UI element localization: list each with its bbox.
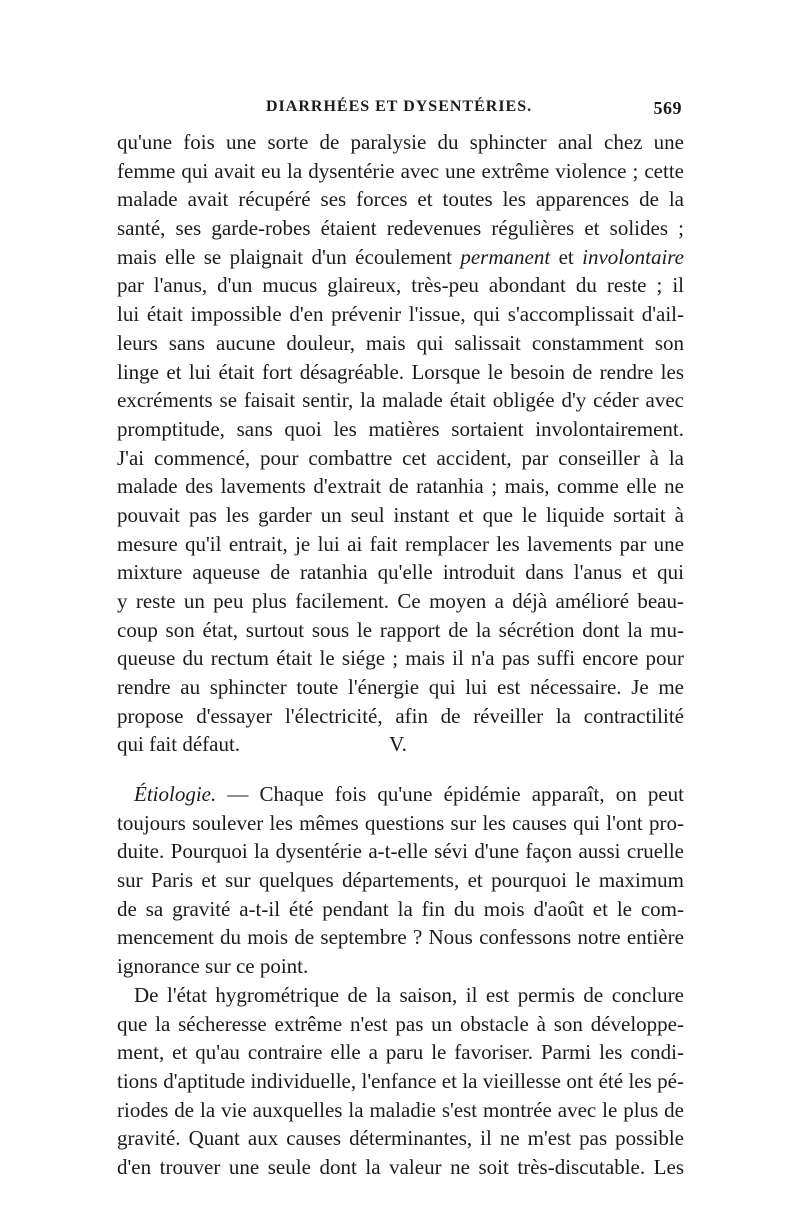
text-line: qui fait défaut. <box>117 732 241 757</box>
text-line: riodes de la vie auxquelles la maladie s'est montrée avec le plus de <box>117 1097 684 1122</box>
page-header <box>118 98 682 128</box>
italic-word: permanent <box>460 244 551 269</box>
text-line: coup son état, surtout sous le rapport de la sécrétion dont la mu- <box>117 617 684 642</box>
text-line: malade avait récupéré ses forces et toutes les apparences de la <box>117 187 684 212</box>
text-line: mixture aqueuse de ratanhia qu'elle introduit dans l'anus et qui <box>117 560 684 585</box>
text-line: tions d'aptitude individuelle, l'enfance et la vieillesse ont été les pé- <box>117 1068 684 1093</box>
text-line: toujours soulever les mêmes questions sur les causes qui l'ont pro- <box>117 810 684 835</box>
etiology-label: Étiologie. <box>134 782 217 806</box>
text-line: de sa gravité a-t-il été pendant la fin du mois d'août et le com- <box>117 896 684 921</box>
text-line: femme qui avait eu la dysentérie avec une extrême violence ; cette <box>117 158 684 183</box>
text-line: queuse du rectum était le siége ; mais il n'a pas suffi encore pour <box>117 646 684 671</box>
section-number: V. <box>389 732 407 756</box>
text-line: linge et lui était fort désagréable. Lorsque le besoin de rendre les <box>117 359 684 384</box>
text-line: excréments se faisait sentir, la malade était obligée d'y céder avec <box>117 388 684 413</box>
text-line-with-italics <box>117 243 684 272</box>
text-line-with-label <box>117 780 684 809</box>
italic-word: involontaire <box>582 244 684 269</box>
section-heading <box>0 732 800 757</box>
text-line: sur Paris et sur quelques départements, et pourquoi le maximum <box>117 868 684 893</box>
text-line: y reste un peu plus facilement. Ce moyen a déjà amélioré beau- <box>117 589 684 613</box>
text-line: De l'état hygrométrique de la saison, il est permis de conclure <box>134 982 684 1007</box>
page-number: 569 <box>653 98 682 118</box>
conjunction: et <box>558 244 574 269</box>
text-line: gravité. Quant aux causes déterminantes, il ne m'est pas possible <box>117 1126 684 1151</box>
line-text: mais elle se plaignait d'un écoulement <box>117 244 452 269</box>
text-line: par l'anus, d'un mucus glaireux, très-peu abondant du reste ; il <box>117 273 684 298</box>
text-line: mencement du mois de septembre ? Nous confessons notre entière <box>117 925 684 950</box>
text-line: rendre au sphincter toute l'énergie qui lui est nécessaire. Je me <box>117 675 684 700</box>
text-line: santé, ses garde-robes étaient redevenues régulières et solides ; <box>117 216 684 241</box>
running-title: DIARRHÉES ET DYSENTÉRIES. <box>266 98 533 115</box>
paragraph-case-report <box>117 128 684 759</box>
text-line: leurs sans aucune douleur, mais qui salissait constamment son <box>117 330 684 355</box>
text-line: mesure qu'il entrait, je lui ai fait remplacer les lavements par une <box>117 531 684 556</box>
text-line: ment, et qu'au contraire elle a paru le favoriser. Parmi les condi- <box>117 1040 684 1065</box>
text-line: promptitude, sans quoi les matières sortaient involontairement. <box>117 416 684 441</box>
text-line: propose d'essayer l'électricité, afin de réveiller la contractilité <box>117 703 684 728</box>
text-line: duite. Pourquoi la dysentérie a-t-elle sévi d'une façon aussi cruelle <box>117 839 684 864</box>
text-line: J'ai commencé, pour combattre cet accident, par conseiller à la <box>117 445 684 470</box>
paragraph-etiology <box>117 780 684 1182</box>
text-line: pouvait pas les garder un seul instant et que le liquide sortait à <box>117 502 684 527</box>
text-line: lui était impossible d'en prévenir l'issue, qui s'accomplissait d'ail- <box>117 302 684 327</box>
line-text: — Chaque fois qu'une épidémie apparaît, on peut <box>227 782 684 806</box>
text-line: malade des lavements d'extrait de ratanhia ; mais, comme elle ne <box>117 474 684 499</box>
text-line: d'en trouver une seule dont la valeur ne soit très-discutable. Les <box>117 1154 684 1179</box>
text-line: que la sécheresse extrême n'est pas un obstacle à son développe- <box>117 1011 684 1036</box>
text-line: qu'une fois une sorte de paralysie du sphincter anal chez une <box>117 130 684 154</box>
text-line: ignorance sur ce point. <box>117 954 309 979</box>
